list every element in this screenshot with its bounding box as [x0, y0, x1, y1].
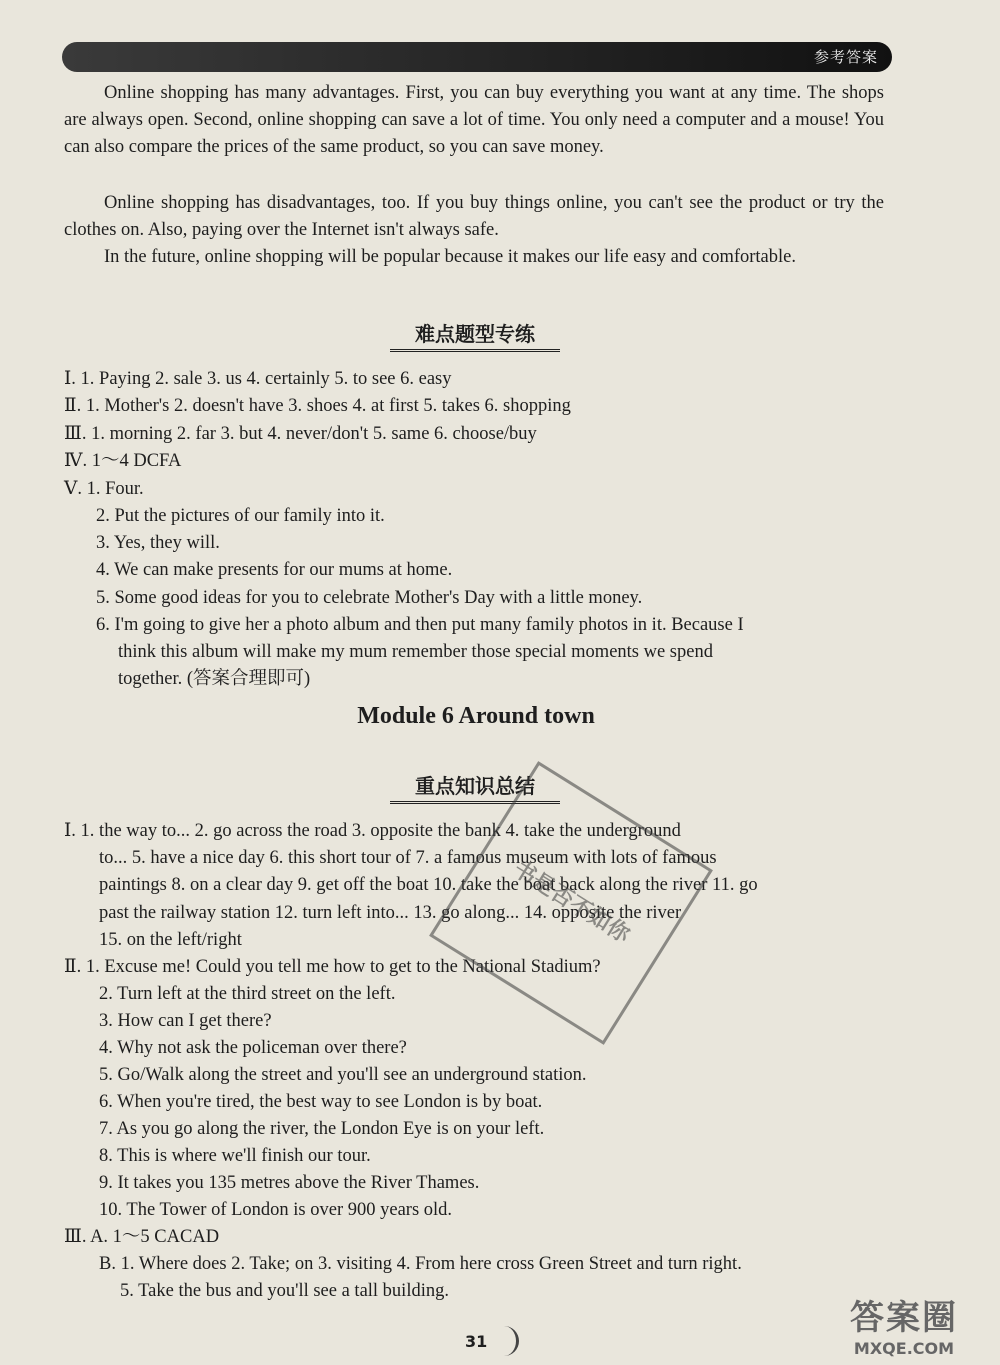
answer-line: Ⅱ. 1. Mother's 2. doesn't have 3. shoes 4. at first 5. takes 6. shopping — [64, 396, 571, 416]
answer-line: 2. Turn left at the third street on the left. — [99, 984, 396, 1004]
header-bar — [62, 42, 892, 72]
answer-line: 4. Why not ask the policeman over there? — [99, 1038, 407, 1058]
answer-line: paintings 8. on a clear day 9. get off the boat 10. take the boat back along the river 11. go — [99, 875, 758, 895]
answer-line: 6. When you're tired, the best way to see London is by boat. — [99, 1092, 543, 1112]
page-number: 31 — [465, 1332, 488, 1351]
answer-line: think this album will make my mum remember those special moments we spend — [118, 642, 713, 662]
header-label: 参考答案 — [813, 48, 878, 66]
module-title: Module 6 Around town — [357, 703, 595, 729]
answer-line: 3. Yes, they will. — [96, 533, 220, 553]
page-number-arc — [490, 1326, 519, 1356]
passage-paragraph-3: In the future, online shopping will be popular because it makes our life easy and comfortable. — [104, 247, 796, 267]
section-title-difficult: 难点题型专练 — [390, 318, 560, 352]
answer-line: 9. It takes you 135 metres above the River Thames. — [99, 1173, 480, 1193]
stamp-seal: 书是否不如你 — [429, 761, 713, 1045]
answer-line: 3. How can I get there? — [99, 1011, 272, 1031]
answer-line: 4. We can make presents for our mums at home. — [96, 560, 453, 580]
answer-line: Ⅲ. A. 1～5 CACAD — [64, 1227, 220, 1247]
answer-line: B. 1. Where does 2. Take; on 3. visiting 4. From here cross Green Street and turn right. — [99, 1254, 742, 1274]
answer-line: 6. I'm going to give her a photo album and then put many family photos in it. Because I — [96, 615, 744, 635]
passage-paragraph-2: Online shopping has disadvantages, too. If you buy things online, you can't see the product or try the clothes on. Also, paying over the Internet isn't always safe. — [64, 193, 884, 240]
answer-line: together. (答案合理即可) — [118, 669, 311, 689]
answer-line: Ⅲ. 1. morning 2. far 3. but 4. never/don't 5. same 6. choose/buy — [64, 424, 537, 444]
answer-line: 10. The Tower of London is over 900 years old. — [99, 1200, 453, 1220]
answer-line: 7. As you go along the river, the London Eye is on your left. — [99, 1119, 545, 1139]
answer-line: 5. Take the bus and you'll see a tall building. — [120, 1281, 449, 1301]
answer-line: Ⅰ. 1. the way to... 2. go across the road 3. opposite the bank 4. take the underground — [64, 821, 681, 841]
answer-line: 2. Put the pictures of our family into it. — [96, 506, 385, 526]
answer-line: to... 5. have a nice day 6. this short tour of 7. a famous museum with lots of famous — [99, 848, 717, 868]
answer-line: Ⅰ. 1. Paying 2. sale 3. us 4. certainly 5. to see 6. easy — [64, 369, 452, 389]
answer-line: 8. This is where we'll finish our tour. — [99, 1146, 371, 1166]
answer-line: 5. Some good ideas for you to celebrate Mother's Day with a little money. — [96, 588, 643, 608]
answer-line: 5. Go/Walk along the street and you'll see an underground station. — [99, 1065, 587, 1085]
watermark-logo: 答案圈 MXQE.COM — [850, 1298, 958, 1358]
answer-line: Ⅱ. 1. Excuse me! Could you tell me how to get to the National Stadium? — [64, 957, 601, 977]
answer-line: Ⅳ. 1～4 DCFA — [64, 451, 182, 471]
answer-line: 15. on the left/right — [99, 930, 242, 950]
answer-line: Ⅴ. 1. Four. — [64, 479, 144, 499]
answer-line: past the railway station 12. turn left into... 13. go along... 14. opposite the river — [99, 903, 682, 923]
passage-paragraph-1: Online shopping has many advantages. First, you can buy everything you want at any time. The shops are always open. Second, online shopping can save a lot of time. You only need a computer and a mouse! You can also compare the prices of the same product, so you can save money. — [64, 83, 884, 157]
section-title-summary: 重点知识总结 — [390, 770, 560, 804]
